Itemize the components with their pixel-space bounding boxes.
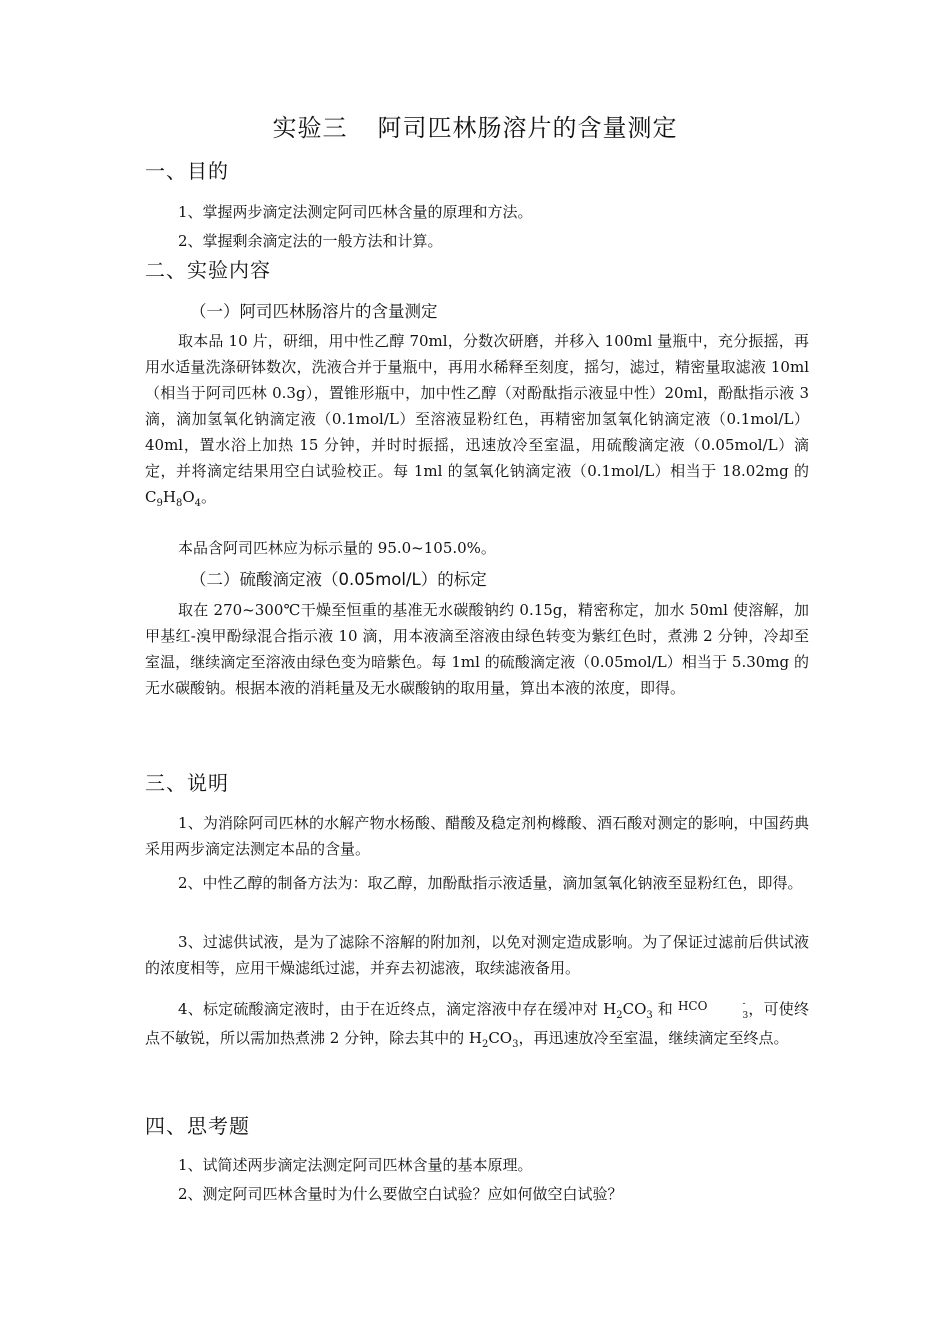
title-experiment-name: 阿司匹林肠溶片的含量测定 (377, 114, 678, 142)
formula-h2co3-repeat: $H_2CO_3$ (468, 1029, 519, 1050)
note-2: 2、中性乙醇的制备方法为：取乙醇，加酚酞指示液适量，滴加氢氧化钠液至显粉红色，即得。 (178, 874, 803, 892)
section-heading-content: 二、实验内容 (145, 258, 271, 282)
note-4: 4、标定硫酸滴定液时，由于在近终点，滴定溶液中存在缓冲对 $H_2CO_3$ 和 $^{HCO - _3}$，可使终点不敏锐，所以需加热煮沸 2 分钟，除去其中的 $H_2CO_3$，再迅速放冷至室温，继续滴定至终点。 (145, 999, 809, 1050)
title-experiment-number: 实验三 (272, 114, 348, 142)
assay-procedure-paragraph: 取本品 10 片，研细，用中性乙醇 70ml，分数次研磨，并移入 100ml 量瓶中，充分振摇，再用水适量洗涤研钵数次，洗液合并于量瓶中，再用水稀释至刻度，摇匀，滤过，精密量取滤液 10ml（相当于阿司匹林 0.3g），置锥形瓶中，加中性乙醇（对酚酞指示液显中性）20ml，酚酞指示液 3 滴，滴加氢氧化钠滴定液（0.1mol/L）至溶液显粉红色，再精密加氢氧化钠滴定液（0.1mol/L）40ml，置水浴上加热 15 分钟，并时时振摇，迅速放冷至室温，用硫酸滴定液（0.05mol/L）滴定，并将滴定结果用空白试验校正。每 1ml 的氢氧化钠滴定液（0.1mol/L）相当于 18.02mg 的 $C_9H_8O_4$。 (145, 332, 809, 509)
objective-item-2: 2、掌握剩余滴定法的一般方法和计算。 (178, 232, 443, 250)
section-heading-objectives: 一、目的 (145, 159, 229, 183)
note-1: 1、为消除阿司匹林的水解产物水杨酸、醋酸及稳定剂枸橼酸、酒石酸对测定的影响，中国药典采用两步滴定法测定本品的含量。 (145, 814, 809, 858)
formula-h2co3: $H_2CO_3$ (603, 1000, 653, 1021)
formula-c9h8o4: $C_9H_8O_4$ (145, 488, 202, 509)
note-3: 3、过滤供试液，是为了滤除不溶解的附加剂，以免对测定造成影响。为了保证过滤前后供试液的浓度相等，应用干燥滤纸过滤，并弃去初滤液，取续滤液备用。 (145, 933, 809, 977)
section-heading-questions: 四、思考题 (145, 1114, 250, 1138)
section-heading-notes: 三、说明 (145, 771, 229, 795)
question-1: 1、试简述两步滴定法测定阿司匹林含量的基本原理。 (178, 1156, 533, 1174)
assay-limit-paragraph: 本品含阿司匹林应为标示量的 95.0~105.0%。 (178, 539, 496, 557)
standardization-paragraph: 取在 270~300℃干燥至恒重的基准无水碳酸钠约 0.15g，精密称定，加水 50ml 使溶解，加甲基红-溴甲酚绿混合指示液 10 滴，用本液滴至溶液由绿色转变为紫红色时，煮沸 2 分钟，冷却至室温，继续滴定至溶液由绿色变为暗紫色。每 1ml 的硫酸滴定液（0.05mol/L）相当于 5.30mg 的无水碳酸钠。根据本液的消耗量及无水碳酸钠的取用量，算出本液的浓度，即得。 (145, 601, 809, 697)
subsection-heading-standardization: （二）硫酸滴定液（0.05mol/L）的标定 (190, 570, 487, 589)
question-2: 2、测定阿司匹林含量时为什么要做空白试验？应如何做空白试验？ (178, 1185, 623, 1203)
objective-item-1: 1、掌握两步滴定法测定阿司匹林含量的原理和方法。 (178, 203, 533, 221)
page-title (0, 108, 950, 143)
formula-hco3-ion: HCO - 3 (677, 999, 749, 1021)
subsection-heading-assay: （一）阿司匹林肠溶片的含量测定 (190, 302, 438, 321)
